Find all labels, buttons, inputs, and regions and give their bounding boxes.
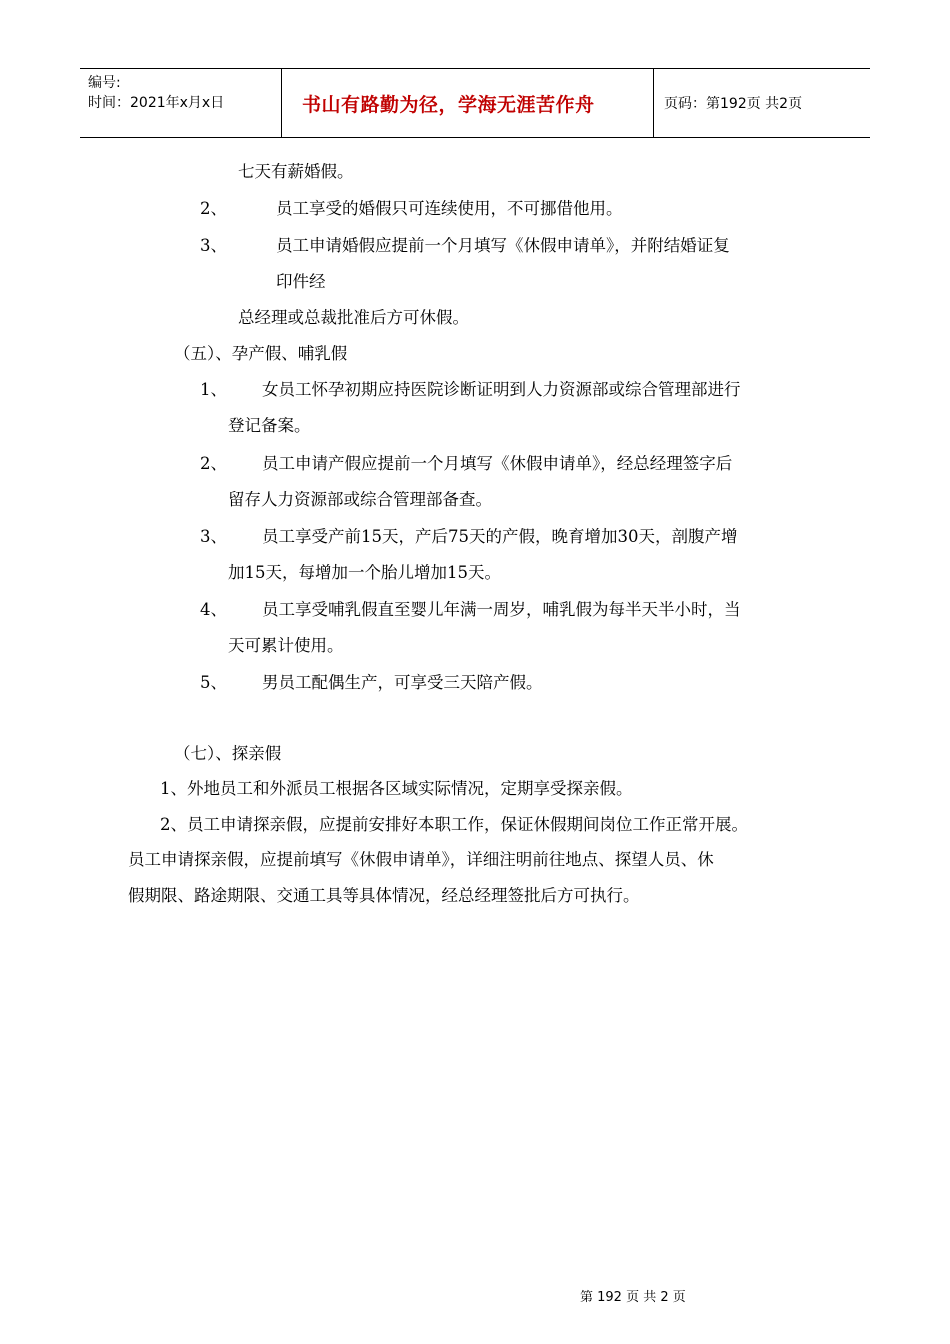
header-page-info <box>654 69 870 137</box>
paragraph-line: 员工享受产前15天，产后75天的产假，晚育增加30天，剖腹产增 <box>262 527 738 546</box>
paragraph-line: 加15天，每增加一个胎儿增加15天。 <box>228 563 501 582</box>
paragraph-line: 天可累计使用。 <box>228 636 344 655</box>
list-number: 4、 <box>200 600 227 619</box>
list-number: 1、 <box>200 380 227 399</box>
list-number: 2、 <box>200 454 227 473</box>
paragraph-line: 员工享受的婚假只可连续使用，不可挪借他用。 <box>276 199 623 218</box>
section-heading: （七）、探亲假 <box>174 744 282 763</box>
page-label: 页码：第192页 共2页 <box>664 96 803 112</box>
paragraph-line: 员工申请产假应提前一个月填写《休假申请单》，经总经理签字后 <box>262 454 733 473</box>
paragraph-line: 员工享受哺乳假直至婴儿年满一周岁，哺乳假为每半天半小时，当 <box>262 600 741 619</box>
paragraph-line: 2、员工申请探亲假，应提前安排好本职工作，保证休假期间岗位工作正常开展。 <box>160 815 748 834</box>
paragraph-line: 总经理或总裁批准后方可休假。 <box>238 308 469 327</box>
paragraph-line: 1、外地员工和外派员工根据各区域实际情况，定期享受探亲假。 <box>160 779 633 798</box>
paragraph-line: 男员工配偶生产，可享受三天陪产假。 <box>262 673 543 692</box>
paragraph-line: 留存人力资源部或综合管理部备查。 <box>228 490 492 509</box>
page-footer: 第 192 页 共 2 页 <box>580 1290 686 1305</box>
page-header <box>80 68 870 138</box>
list-number: 3、 <box>200 236 227 255</box>
number-label: 编号: <box>88 75 121 91</box>
paragraph-line: 登记备案。 <box>228 416 311 435</box>
list-number: 3、 <box>200 527 227 546</box>
list-number: 5、 <box>200 673 227 692</box>
header-meta <box>80 69 282 137</box>
paragraph-line: 女员工怀孕初期应持医院诊断证明到人力资源部或综合管理部进行 <box>262 380 741 399</box>
paragraph-line: 员工申请婚假应提前一个月填写《休假申请单》，并附结婚证复 <box>276 236 730 255</box>
paragraph-line: 假期限、路途期限、交通工具等具体情况，经总经理签批后方可执行。 <box>128 886 640 905</box>
paragraph-line: 员工申请探亲假，应提前填写《休假申请单》，详细注明前往地点、探望人员、休 <box>128 850 714 869</box>
section-heading: （五）、孕产假、哺乳假 <box>174 344 348 363</box>
time-label: 时间：2021年x月x日 <box>88 95 225 111</box>
paragraph-line: 七天有薪婚假。 <box>238 162 354 181</box>
motto-text: 书山有路勤为径，学海无涯苦作舟 <box>302 93 595 116</box>
paragraph-line: 印件经 <box>276 272 326 291</box>
header-motto <box>282 69 654 137</box>
list-number: 2、 <box>200 199 227 218</box>
